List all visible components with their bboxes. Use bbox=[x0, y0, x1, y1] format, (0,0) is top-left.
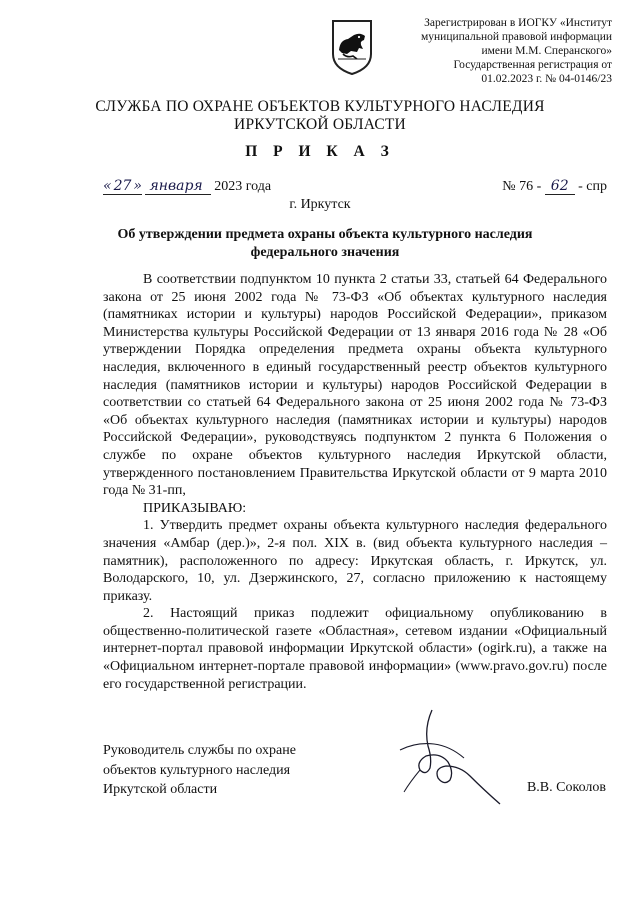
preamble-paragraph: В соответствии подпунктом 10 пункта 2 статьи 33, статьей 64 Федерального закона от 25 июня 2002 года № 73-ФЗ «Об объектах культурного наследия (памятниках истории и культуры) народов Российской Федерации», приказом Министерства культуры Российской Федерации от 13 января 2016 года № 28 «Об утверждении Порядка определения предмета охраны объекта культурного наследия, включенного в единый государственный реестр объектов культурного наследия (памятников истории и культуры) народов Российской Федерации в соответствии со статьей 64 Федерального закона от 25 июня 2002 года № 73-ФЗ «Об объектах культурного наследия (памятниках истории и культуры) народов Российской Федерации», руководствуясь подпунктом 2 пункта 6 Положения о службе по охране объектов культурного наследия Иркутской области, утвержденного постановлением Правительства Иркутской области от 9 марта 2010 года № 31-пп, bbox=[103, 272, 607, 499]
date-day: 27 bbox=[113, 178, 132, 194]
order-date bbox=[103, 178, 271, 195]
signatory-position bbox=[103, 741, 296, 800]
order-word: ПРИКАЗЫВАЮ: bbox=[143, 500, 247, 516]
date-open-quote: « bbox=[103, 178, 112, 194]
order-number-prefix: № 76 - bbox=[502, 179, 542, 194]
registration-line: Государственная регистрация от bbox=[453, 59, 612, 71]
registration-line: Зарегистрирован в ИОГКУ «Институт bbox=[424, 17, 612, 29]
handwritten-signature-icon bbox=[360, 706, 520, 810]
document-type-title: П Р И К А З bbox=[245, 143, 395, 160]
agency-name bbox=[0, 98, 640, 134]
position-line: Руководитель службы по охране bbox=[103, 743, 296, 758]
position-line: объектов культурного наследия bbox=[103, 762, 291, 778]
order-item-2: 2. Настоящий приказ подлежит официальному опубликованию в общественно-политической газете «Областная», сетевом издании «Официальный интернет-портал правовой информации Иркутской области» (ogirk.ru), а также на «Официальном интернет-портале правовой информации» (www.pravo.gov.ru) после его государственной регистрации. bbox=[103, 606, 607, 692]
agency-name-line: ИРКУТСКОЙ ОБЛАСТИ bbox=[234, 116, 406, 133]
registration-note bbox=[382, 16, 612, 86]
date-month: января bbox=[145, 178, 210, 195]
irkutsk-coat-of-arms-icon bbox=[330, 18, 374, 76]
subject-line: Об утверждении предмета охраны объекта культурного наследия bbox=[117, 227, 533, 242]
order-item-1: 1. Утвердить предмет охраны объекта культурного наследия федерального значения «Амбар (дер.)», 2-я пол. XIX в. (вид объекта культурного наследия – памятник), расположенного по адресу: Иркутская область, г. Иркутск, ул. Володарского, 10, ул. Дзержинского, 27, согласно приложению к настоящему приказу. bbox=[103, 518, 607, 604]
position-line: Иркутской области bbox=[103, 782, 218, 797]
agency-name-line: СЛУЖБА ПО ОХРАНЕ ОБЪЕКТОВ КУЛЬТУРНОГО НАСЛЕДИЯ bbox=[95, 98, 545, 115]
registration-line: имени М.М. Сперанского» bbox=[481, 45, 612, 57]
order-number bbox=[502, 178, 607, 195]
subject-line: федерального значения bbox=[250, 245, 400, 260]
order-subject bbox=[100, 226, 550, 262]
city: г. Иркутск bbox=[289, 197, 351, 212]
date-year: 2023 года bbox=[214, 179, 272, 194]
signatory-name: В.В. Соколов bbox=[526, 780, 606, 795]
order-number-suffix: - спр bbox=[578, 179, 607, 194]
registration-line: муниципальной правовой информации bbox=[420, 31, 612, 43]
order-number-value: 62 bbox=[545, 178, 575, 195]
registration-line: 01.02.2023 г. № 04-0146/23 bbox=[481, 73, 612, 85]
order-body bbox=[103, 271, 607, 693]
date-close-quote: » bbox=[133, 178, 142, 194]
